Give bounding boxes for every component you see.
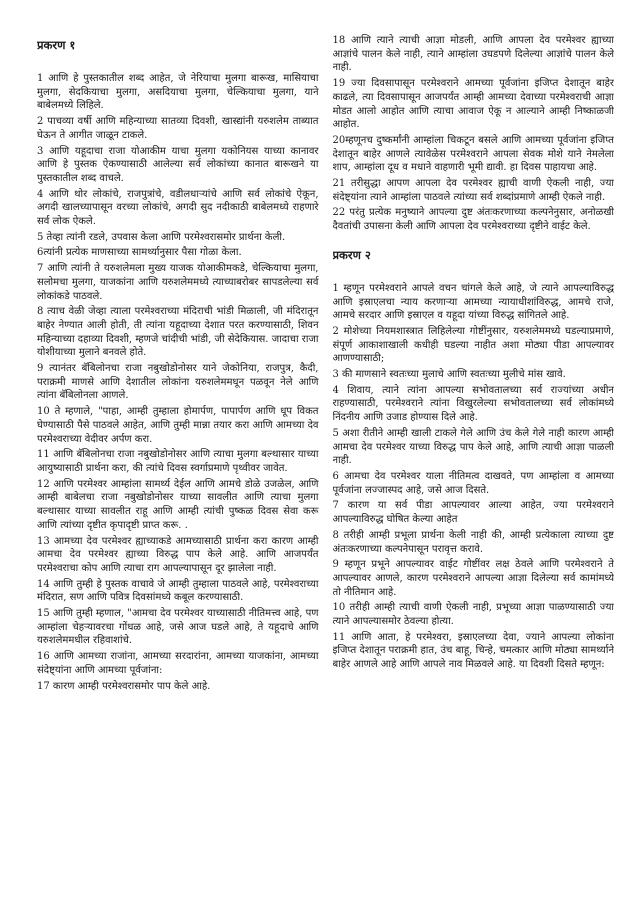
verse: 19 ज्या दिवसापासून परमेश्वराने आमच्या पूर्वजांना इजिप्त देशातून बाहेर काढले, त्या दिवसापासून आजपर्यंत आम्ही आमच्या देवाच्या परमेश्वराची आज्ञा मोडत आलो आहोत आणि त्याचा आवाज ऐकू न आल्याने आम्ही निष्काळजी आहोत. <box>332 78 614 131</box>
verse: 9 म्हणून प्रभूने आपल्यावर वाईट गोष्टींवर लक्ष ठेवले आणि परमेश्वराने ते आपल्यावर आणले, कारण परमेश्वराने आपल्या आज्ञा दिलेल्या सर्व कामांमध्ये तो नीतिमान आहे. <box>332 559 614 598</box>
verse: 12 आणि परमेश्वर आम्हांला सामर्थ्य देईल आणि आमचे डोळे उजळेल, आणि आम्ही बाबेलचा राजा नबुखोडोनोसर याच्या सावलीत आणि त्याचा मुलगा बल्थासार याच्या सावलीत राहू आणि आम्ही त्यांची पुष्कळ दिवस सेवा करू आणि त्यांच्या दृष्टीत कृपादृष्टी प्राप्त करू. . <box>37 478 319 531</box>
verse: 2 पाचव्या वर्षी आणि महिन्याच्या सातव्या दिवशी, खास्द्यांनी यरुशलेम ताब्यात घेऊन ते आगीत जाळून टाकले. <box>37 116 319 141</box>
verse: 10 तरीही आम्ही त्याची वाणी ऐकली नाही, प्रभूच्या आज्ञा पाळण्यासाठी ज्या त्याने आपल्यासमोर ठेवल्या होत्या. <box>332 602 614 628</box>
verse: 7 कारण या सर्व पीडा आपल्यावर आल्या आहेत, ज्या परमेश्वराने आपल्याविरुद्ध घोषित केल्या आहेत <box>332 500 614 526</box>
verse: 1 आणि हे पुस्तकातील शब्द आहेत, जे नेरियाचा मुलगा बारूख, मासियाचा मुलगा, सेदकियाचा मुलगा, असदियाचा मुलगा, चेल्कियाचा मुलगा, याने बाबेलमध्ये लिहिले. <box>37 73 319 112</box>
verse: 8 त्याच वेळी जेव्हा त्याला परमेश्वराच्या मंदिराची भांडी मिळाली, जी मंदिरातून बाहेर नेण्यात आली होती, ती त्यांना यहूदाच्या देशात परत करण्यासाठी, शिवन महिन्याच्या दहाव्या दिवशी, म्हणजे चांदीची भांडी, जी सेदेकियास. जादाचा राजा योशीयाच्या मुलाने बनवले होते. <box>37 306 319 359</box>
verse: 22 परंतु प्रत्येक मनुष्याने आपल्या दुष्ट अंतःकरणाच्या कल्पनेनुसार, अनोळखी दैवतांची उपासना केली आणि आपला देव परमेश्वराच्या दृष्टीने वाईट केले. <box>332 207 614 233</box>
verse: 20म्हणूनच दुष्कर्मांनी आम्हांला चिकटून बसले आणि आमच्या पूर्वजांना इजिप्त देशातून बाहेर आणले त्यावेळेस परमेश्वराने आपला सेवक मोशे याने नेमलेला शाप, आम्हांला दूध व मधाने वाहणारी भूमी द्यावी. हा दिवस पाहायचा आहे. <box>332 134 614 174</box>
left-column <box>37 34 319 884</box>
verse: 9 त्यानंतर बॅबिलोनचा राजा नबुखोडोनोसर याने जेकोनिया, राजपुत्र, कैदी, पराक्रमी माणसे आणि देशातील लोकांना यरुशलेममधून पळवून नेले आणि त्यांना बॅबिलोनला आणले. <box>37 363 319 402</box>
verse: 7 आणि त्यांनी ते यरुशलेमला मुख्य याजक योआकीमकडे, चेल्कियाचा मुलगा, सलोमचा मुलगा, याजकांना आणि यरुशलेममध्ये त्याच्याबरोबर सापडलेल्या सर्व लोकांकडे पाठवले. <box>37 263 319 302</box>
chapter-1-heading: प्रकरण १ <box>37 38 76 52</box>
verse: 8 तरीही आम्ही प्रभूला प्रार्थना केली नाही की, आम्ही प्रत्येकाला त्याच्या दुष्ट अंतःकरणाच्या कल्पनेपासून परावृत्त करावे. <box>332 529 614 555</box>
verse: 11 आणि आता, हे परमेश्वरा, इस्राएलच्या देवा, ज्याने आपल्या लोकांना इजिप्त देशातून पराक्रमी हात, उंच बाहू, चिन्हे, चमत्कार आणि मोठ्या सामर्थ्याने बाहेर आणले आहे आणि आपले नाव मिळवले आहे. या दिवशी दिसते म्हणून: <box>332 631 614 671</box>
verse: 5 अशा रीतीने आम्ही खाली टाकले गेले आणि उंच केले गेले नाही कारण आम्ही आमचा देव परमेश्वर याच्या विरुद्ध पाप केले आहे, आणि त्याची आज्ञा पाळली नाही. <box>332 427 614 467</box>
verse: 15 आणि तुम्ही म्हणाल, "आमचा देव परमेश्वर याच्यासाठी नीतिमत्त्व आहे, पण आम्हांला चेहऱ्यावरचा गोंधळ आहे, जसे आज घडले आहे, ते यहूदाचे आणि यरुशलेममधील रहिवाशांचे. <box>37 608 319 647</box>
verse: 4 शिवाय, त्याने त्यांना आपल्या सभोवतालच्या सर्व राज्यांच्या अधीन राहण्यासाठी, परमेश्वराने त्यांना विखुरलेल्या सभोवतालच्या सर्व लोकांमध्ये निंदनीय आणि उजाड होण्यास दिले आहे. <box>332 384 614 424</box>
verse: 3 आणि यहूदाचा राजा योआकीम याचा मुलगा यकोनियस याच्या कानावर आणि हे पुस्तक ऐकण्यासाठी आलेल्या सर्व लोकांच्या कानात बारूखने या पुस्तकातील शब्द वाचले. <box>37 145 319 184</box>
verse: 17 कारण आम्ही परमेश्वरासमोर पाप केले आहे. <box>37 680 211 692</box>
verse: 6 आमचा देव परमेश्वर याला नीतिमत्व दाखवते, पण आम्हांला व आमच्या पूर्वजांना लज्जास्पद आहे, जसे आज दिसते. <box>332 470 614 496</box>
verse: 16 आणि आमच्या राजांना, आमच्या सरदारांना, आमच्या याजकांना, आमच्या संदेष्ट्यांना आणि आमच्या पूर्वजांना: <box>37 651 319 676</box>
verse: 10 ते म्हणाले, "पाहा, आम्ही तुम्हाला होमार्पण, पापार्पण आणि धूप विकत घेण्यासाठी पैसे पाठवले आहेत, आणि तुम्ही मान्ना तयार करा आणि आमच्या देव परमेश्वराच्या वेदीवर अर्पण करा. <box>37 406 319 445</box>
verse: 3 की माणसाने स्वतःच्या मुलाचे आणि स्वतःच्या मुलीचे मांस खावे. <box>332 369 566 381</box>
verse: 5 तेव्हा त्यांनी रडले, उपवास केला आणि परमेश्वरासमोर प्रार्थना केली. <box>37 231 286 243</box>
verse: 2 मोशेच्या नियमशास्त्रात लिहिलेल्या गोष्टींनुसार, यरुशलेममध्ये घडल्याप्रमाणे, संपूर्ण आकाशाखाली कधीही घडल्या नाहीत अशा मोठ्या पीडा आपल्यावर आणण्यासाठी; <box>332 325 614 365</box>
verse: 6त्यांनी प्रत्येक माणसाच्या सामर्थ्यानुसार पैसा गोळा केला. <box>37 247 242 259</box>
verse: 18 आणि त्याने त्याची आज्ञा मोडली, आणि आपला देव परमेश्वर ह्याच्या आज्ञांचे पालन केले नाही, त्याने आम्हांला उघडपणे दिलेल्या आज्ञांचे पालन केले नाही. <box>332 35 614 74</box>
verse: 21 तरीसुद्धा आपण आपला देव परमेश्वर ह्याची वाणी ऐकली नाही, ज्या संदेष्ट्यांना त्याने आम्हांला पाठवले त्यांच्या सर्व शब्दांप्रमाणे आम्ही ऐकले नाही. <box>332 178 614 203</box>
right-column <box>333 34 615 884</box>
chapter-2-heading: प्रकरण २ <box>332 247 371 262</box>
verse: 11 आणि बॅबिलोनचा राजा नबुखोडोनोसर आणि त्याचा मुलगा बल्थासार याच्या आयुष्यासाठी प्रार्थना करा, की त्यांचे दिवस स्वर्गाप्रमाणे पृथ्वीवर जावेत. <box>37 449 319 474</box>
verse: 14 आणि तुम्ही हे पुस्तक वाचावे जे आम्ही तुम्हाला पाठवले आहे, परमेश्वराच्या मंदिरात, सण आणि पवित्र दिवसांमध्ये कबूल करण्यासाठी. <box>37 578 319 604</box>
verse: 13 आमच्या देव परमेश्वर ह्याच्याकडे आमच्यासाठी प्रार्थना करा कारण आम्ही आमचा देव परमेश्वर ह्याच्या विरुद्ध पाप केले आहे. आणि आजपर्यंत परमेश्वराचा कोप आणि त्याचा राग आपल्यापासून दूर झालेला नाही. <box>37 535 319 574</box>
verse: 4 आणि थोर लोकांचे, राजपुत्रांचे, वडीलधाऱ्यांचे आणि सर्व लोकांचे ऐकून, अगदी खालच्यापासून वरच्या लोकांचे, अगदी सुद नदीकाठी बाबेलमध्ये राहणारे सर्व लोक ऐकले. <box>37 188 319 228</box>
verse: 1 म्हणून परमेश्वराने आपले वचन चांगले केले आहे, जे त्याने आपल्याविरुद्ध आणि इस्राएलचा न्याय करणाऱ्या आमच्या न्यायाधीशांविरुद्ध, आमचे राजे, आमचे सरदार आणि इस्राएल व यहूदा यांच्या विरुद्ध सांगितले आहे. <box>332 282 614 322</box>
